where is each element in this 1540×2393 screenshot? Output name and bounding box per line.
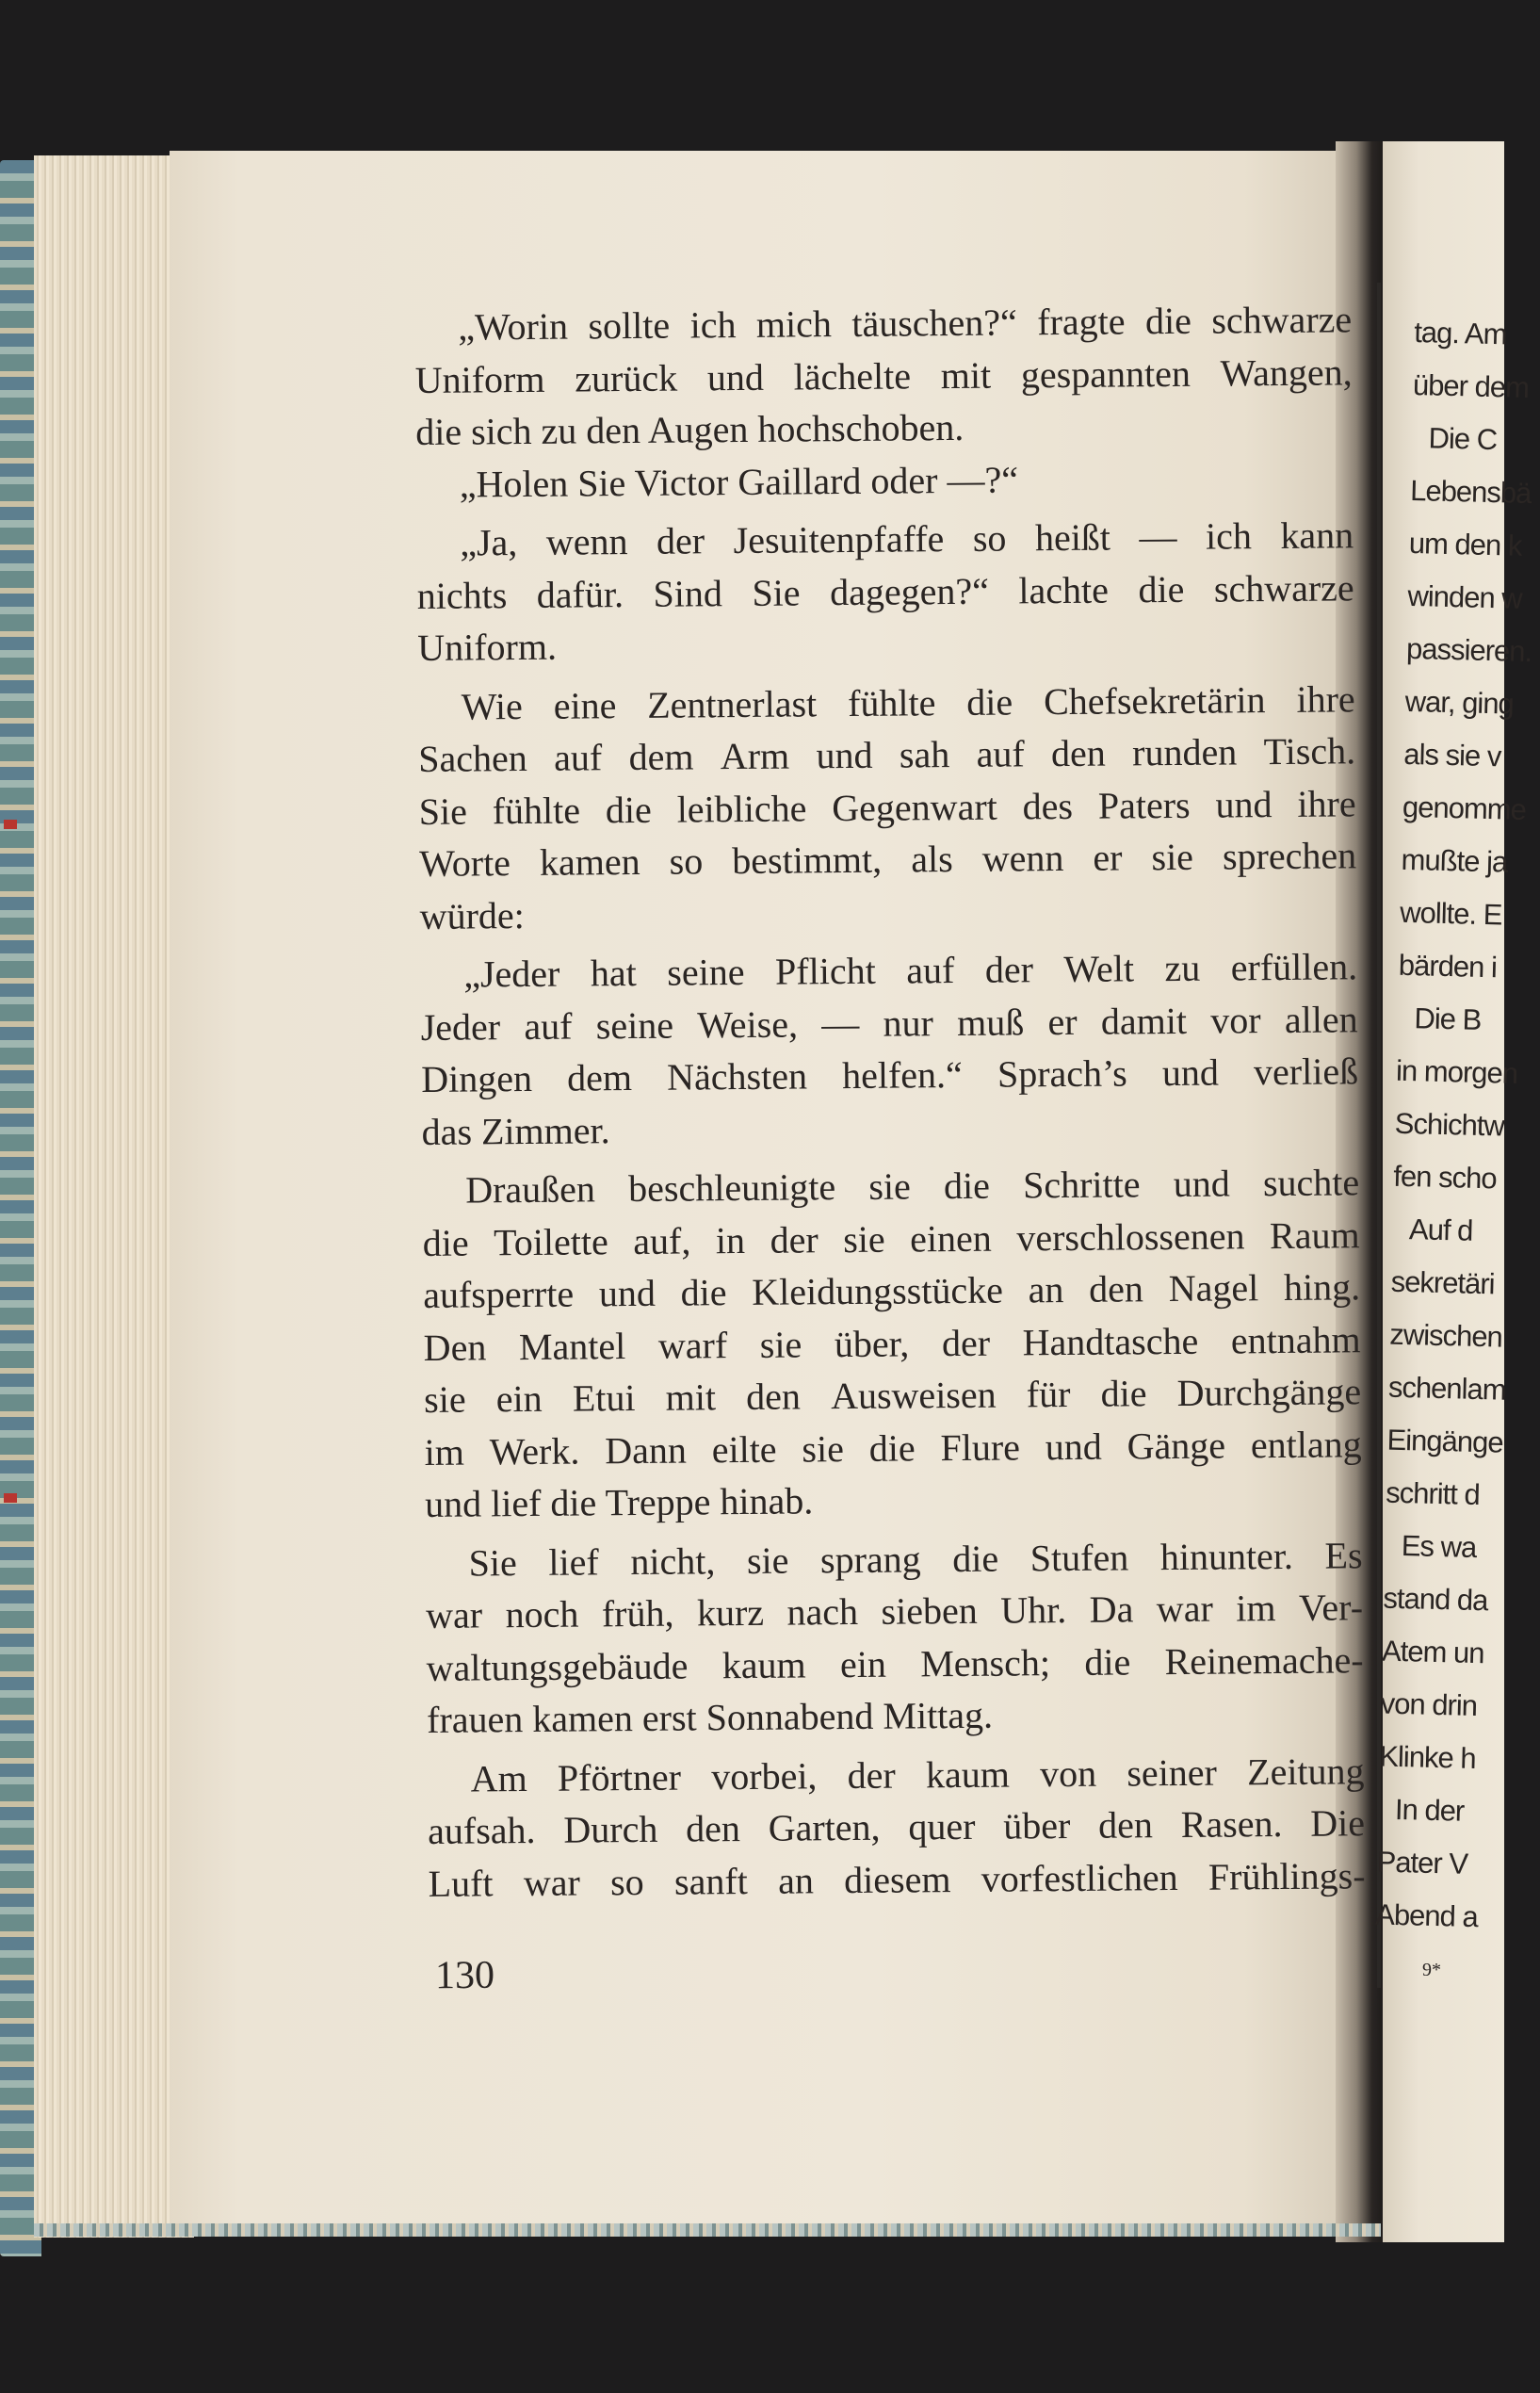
right-text-line: Schichtw xyxy=(1394,1106,1505,1143)
text-line xyxy=(422,1156,1359,1216)
word: sollte xyxy=(588,303,671,348)
right-text-line: Klinke h xyxy=(1378,1739,1477,1776)
word: kaum xyxy=(721,1642,806,1686)
word: im xyxy=(424,1430,465,1473)
word: so xyxy=(609,1860,644,1903)
word: die xyxy=(1084,1639,1131,1684)
text-line xyxy=(417,613,1354,674)
word: und xyxy=(1173,1162,1230,1206)
word: die xyxy=(952,1537,999,1580)
text-line xyxy=(424,1418,1361,1478)
word: Toilette xyxy=(493,1219,608,1263)
word: und xyxy=(1161,1050,1220,1095)
word: Schritte xyxy=(1022,1163,1141,1207)
right-text-line: Die C xyxy=(1428,421,1498,457)
word: nach xyxy=(786,1589,859,1634)
word: Werk. xyxy=(489,1429,580,1473)
word: sanft xyxy=(673,1859,748,1903)
word: „Jeder xyxy=(463,952,560,996)
word: und xyxy=(598,1271,657,1315)
line-text: Uniform. xyxy=(417,625,558,669)
word: Sind xyxy=(653,571,723,615)
word: Zentnerlast xyxy=(647,681,818,726)
word: über xyxy=(1003,1803,1071,1848)
word: Uniform xyxy=(414,357,545,401)
word: den xyxy=(745,1375,802,1418)
word: Nagel xyxy=(1168,1266,1259,1310)
text-line xyxy=(416,509,1354,569)
word: Nächsten xyxy=(666,1054,808,1099)
word: und xyxy=(1045,1424,1102,1468)
word: bestimmt, xyxy=(732,838,883,883)
word: lief xyxy=(548,1539,599,1584)
right-text-line: zwischen xyxy=(1388,1317,1503,1354)
right-text-line: fen scho xyxy=(1393,1159,1498,1196)
word: Garten, xyxy=(768,1805,881,1849)
word: Die xyxy=(1310,1801,1366,1845)
word: dem xyxy=(566,1056,633,1099)
word: Rasen. xyxy=(1180,1802,1283,1846)
line-text: würde: xyxy=(419,893,525,937)
text-line xyxy=(423,1261,1360,1321)
right-text-line: Eingänge xyxy=(1386,1423,1504,1459)
right-text-line: schritt d xyxy=(1385,1475,1481,1512)
word: kurz xyxy=(696,1590,765,1635)
word: zu xyxy=(1164,946,1201,990)
word: allen xyxy=(1284,997,1358,1041)
word: kann xyxy=(1280,513,1354,557)
word: für xyxy=(1026,1372,1071,1416)
right-text-line: Pater V xyxy=(1376,1845,1468,1880)
word: Durch xyxy=(563,1807,658,1851)
right-text-line: passieren. xyxy=(1405,631,1532,669)
text-line xyxy=(420,993,1357,1053)
word: Gegenwart xyxy=(832,785,997,829)
word: lächelte xyxy=(793,353,912,398)
right-text-line: Atem un xyxy=(1381,1634,1484,1670)
word: und xyxy=(1215,782,1273,826)
word: hing. xyxy=(1283,1265,1361,1309)
word: — xyxy=(821,1001,860,1045)
right-text-line: Es wa xyxy=(1401,1529,1477,1564)
word: dafür. xyxy=(536,572,624,616)
word: hat xyxy=(590,951,637,995)
word: als xyxy=(911,838,953,881)
right-text-line: Abend a xyxy=(1374,1897,1479,1934)
text-line xyxy=(421,1045,1358,1105)
word: die xyxy=(605,788,653,831)
word: — xyxy=(1139,514,1177,559)
word: verschlossenen xyxy=(1016,1213,1245,1259)
word: er xyxy=(1047,1000,1078,1043)
right-text-line: von drin xyxy=(1380,1686,1478,1723)
word: Da xyxy=(1089,1587,1134,1631)
word: sie xyxy=(843,1217,885,1261)
word: den xyxy=(1097,1803,1154,1847)
word: Luft xyxy=(428,1861,494,1905)
cover-marker xyxy=(4,1493,17,1503)
word: ein xyxy=(495,1376,543,1421)
right-text-line: schenlam xyxy=(1387,1370,1507,1407)
right-text-line: über dem xyxy=(1412,367,1530,404)
word: in xyxy=(715,1218,746,1262)
word: Dann xyxy=(605,1428,688,1472)
word: Flure xyxy=(940,1424,1021,1469)
word: war xyxy=(1156,1587,1213,1631)
signature-mark: 9* xyxy=(1422,1960,1441,1980)
word: warf xyxy=(657,1323,728,1367)
right-text-line: Die B xyxy=(1414,1001,1482,1036)
word: kamen xyxy=(539,839,640,884)
text-line xyxy=(428,1797,1365,1857)
word: ich xyxy=(689,303,737,347)
word: Gänge xyxy=(1127,1424,1226,1467)
text-line xyxy=(418,673,1355,733)
text-line xyxy=(425,1470,1362,1530)
text-line xyxy=(415,450,1353,511)
right-text-line: genomme xyxy=(1402,790,1527,827)
word: Am xyxy=(470,1756,527,1800)
word: täuschen?“ xyxy=(851,301,1018,345)
word: Raum xyxy=(1269,1213,1360,1257)
text-line xyxy=(421,1098,1358,1158)
word: Handtasche xyxy=(1022,1319,1199,1363)
text-line xyxy=(419,829,1356,889)
cover-marker xyxy=(4,820,17,829)
text-line xyxy=(424,1365,1361,1425)
word: sie xyxy=(1151,835,1194,879)
word: Stufen xyxy=(1029,1535,1129,1579)
word: Mensch; xyxy=(920,1640,1051,1685)
line-text: „Holen Sie Victor Gaillard oder —?“ xyxy=(459,457,1019,506)
right-text-line: In der xyxy=(1394,1792,1465,1828)
line-text: die sich zu den Augen hochschoben. xyxy=(415,405,965,453)
word: Pflicht xyxy=(774,949,876,993)
right-text-line: mußte ja xyxy=(1401,842,1508,879)
word: den xyxy=(1088,1267,1144,1310)
word: Frühlings- xyxy=(1208,1853,1366,1898)
word: Jeder xyxy=(420,1004,501,1049)
word: die xyxy=(1100,1372,1147,1415)
word: auf xyxy=(906,949,955,992)
word: fragte xyxy=(1037,300,1126,344)
right-text-line: winden w xyxy=(1407,578,1523,615)
word: schwarze xyxy=(1211,298,1353,342)
word: auf xyxy=(976,732,1025,775)
word: Den xyxy=(423,1325,487,1369)
right-text-line: um den k xyxy=(1408,526,1522,562)
right-text-line: sekretäri xyxy=(1390,1264,1495,1301)
word: kaum xyxy=(925,1752,1011,1796)
word: der xyxy=(984,948,1034,991)
word: mich xyxy=(755,302,833,346)
word: seine xyxy=(595,1003,674,1047)
word: seiner xyxy=(1127,1750,1218,1794)
text-line xyxy=(418,777,1355,838)
word: ich xyxy=(1205,514,1253,558)
word: Sie xyxy=(418,790,468,833)
word: die xyxy=(943,1164,991,1208)
word: die xyxy=(680,1271,727,1314)
word: Worte xyxy=(419,841,511,885)
word: lachte xyxy=(1018,568,1110,611)
word: vorfestlichen xyxy=(981,1855,1178,1900)
word: Chefsekretärin xyxy=(1043,677,1266,723)
word: war xyxy=(523,1861,580,1904)
word: war xyxy=(425,1593,483,1636)
right-text-line: stand da xyxy=(1383,1581,1488,1618)
word: der xyxy=(770,1217,819,1262)
word: mit xyxy=(665,1376,717,1419)
word: Tisch. xyxy=(1263,729,1356,773)
word: erfüllen. xyxy=(1230,945,1358,989)
text-line xyxy=(426,1634,1363,1694)
word: der xyxy=(847,1753,896,1797)
word: so xyxy=(669,839,704,883)
right-text-line: als sie v xyxy=(1402,737,1501,773)
right-text-line: wollte. E xyxy=(1399,895,1502,932)
word: den xyxy=(685,1807,741,1850)
word: sprang xyxy=(819,1537,921,1581)
word: die xyxy=(868,1425,916,1470)
word: und xyxy=(706,355,765,399)
text-line xyxy=(425,1529,1362,1589)
word: die xyxy=(1144,299,1192,343)
text-line xyxy=(427,1745,1364,1805)
bottom-page-edge xyxy=(34,2223,1381,2237)
word: ein xyxy=(839,1642,887,1685)
word: Weise, xyxy=(697,1001,799,1046)
word: den xyxy=(1050,731,1106,775)
word: ihre xyxy=(1297,781,1356,825)
word: Reinemache- xyxy=(1164,1637,1364,1683)
word: Paters xyxy=(1097,783,1191,827)
word: leibliche xyxy=(676,786,807,831)
text-line xyxy=(427,1685,1364,1746)
line-text: und lief die Treppe hinab. xyxy=(424,1479,814,1525)
word: Es xyxy=(1324,1533,1363,1577)
word: die xyxy=(422,1221,469,1264)
word: Wangen, xyxy=(1220,350,1353,395)
word: Uhr. xyxy=(1000,1588,1067,1632)
word: wenn xyxy=(545,520,628,563)
word: Ver- xyxy=(1298,1586,1364,1629)
word: die xyxy=(1138,567,1185,610)
word: sie xyxy=(423,1377,466,1421)
word: des xyxy=(1022,784,1074,827)
word: Arm xyxy=(720,734,790,778)
text-line xyxy=(420,940,1357,1001)
word: dagegen?“ xyxy=(829,569,990,613)
word: auf xyxy=(524,1004,573,1048)
text-line xyxy=(422,1209,1359,1269)
right-text-line: bärden i xyxy=(1398,948,1498,985)
word: helfen.“ xyxy=(841,1052,964,1098)
word: mit xyxy=(940,353,992,397)
word: über, xyxy=(834,1321,910,1365)
word: an xyxy=(1028,1268,1064,1311)
word: fühlte xyxy=(847,680,936,724)
word: entlang xyxy=(1250,1422,1362,1466)
word: die xyxy=(966,679,1013,724)
line-text: frauen kamen erst Sonnabend Mittag. xyxy=(426,1693,994,1741)
word: auf, xyxy=(633,1218,691,1262)
word: Pförtner xyxy=(557,1755,682,1799)
word: Durchgänge xyxy=(1176,1370,1362,1414)
word: quer xyxy=(908,1804,976,1848)
text-line xyxy=(415,398,1353,458)
word: sieben xyxy=(881,1588,978,1633)
text-line xyxy=(418,724,1355,785)
right-text-line: in morgen xyxy=(1395,1053,1518,1090)
page-number: 130 xyxy=(434,1953,495,1998)
left-page-text xyxy=(414,293,1366,1910)
text-line xyxy=(416,562,1354,622)
word: sie xyxy=(868,1164,911,1208)
word: verließ xyxy=(1253,1050,1359,1094)
word: er xyxy=(1093,836,1123,879)
word: ihre xyxy=(1296,676,1355,721)
word: zurück xyxy=(575,356,678,400)
word: aufsperrte xyxy=(423,1272,575,1316)
text-line xyxy=(414,293,1352,353)
right-text-line: Lebensbä xyxy=(1409,473,1532,511)
word: eilte xyxy=(711,1427,777,1471)
word: Ausweisen xyxy=(830,1373,997,1418)
word: der xyxy=(656,519,705,562)
word: schwarze xyxy=(1213,565,1354,610)
word: beschleunigte xyxy=(627,1165,836,1211)
text-line xyxy=(414,346,1352,406)
word: vorbei, xyxy=(711,1753,818,1798)
line-text: das Zimmer. xyxy=(421,1108,610,1153)
word: „Ja, xyxy=(460,521,518,564)
text-line xyxy=(419,882,1356,942)
word: nicht, xyxy=(630,1538,716,1583)
word: an xyxy=(777,1858,815,1902)
word: sah xyxy=(899,733,950,776)
text-line xyxy=(428,1849,1365,1910)
word: vor xyxy=(1210,998,1261,1042)
word: Sie xyxy=(752,570,801,614)
word: Draußen xyxy=(465,1167,596,1212)
word: Sprach’s xyxy=(997,1051,1127,1096)
word: muß xyxy=(956,1000,1025,1044)
word: noch xyxy=(505,1592,579,1636)
word: von xyxy=(1039,1751,1097,1795)
word: Sachen xyxy=(418,736,527,780)
word: auf xyxy=(553,736,603,779)
word: aufsah. xyxy=(427,1808,536,1852)
word: im xyxy=(1236,1587,1276,1630)
word: Dingen xyxy=(421,1056,533,1100)
word: gespannten xyxy=(1020,351,1191,396)
word: eine xyxy=(553,683,617,727)
word: sie xyxy=(802,1426,845,1470)
word: waltungsgebäude xyxy=(426,1644,689,1689)
word: nichts xyxy=(416,573,508,617)
word: Welt xyxy=(1063,947,1135,991)
word: Zeitung xyxy=(1246,1749,1365,1793)
word: Jesuitenpfaffe xyxy=(733,517,945,562)
word: sie xyxy=(746,1538,789,1582)
text-line xyxy=(426,1581,1363,1641)
word: Sie xyxy=(468,1540,518,1585)
right-text-line: tag. Am xyxy=(1413,315,1507,351)
word: fühlte xyxy=(492,788,581,832)
word: damit xyxy=(1100,999,1188,1043)
word: Wie xyxy=(461,684,523,728)
word: nur xyxy=(883,1001,934,1045)
word: Etui xyxy=(572,1376,636,1420)
text-line xyxy=(423,1313,1360,1374)
word: Kleidungsstücke xyxy=(752,1268,1004,1313)
word: so xyxy=(972,516,1007,560)
word: hinunter. xyxy=(1159,1534,1294,1578)
word: Mantel xyxy=(518,1324,626,1368)
word: wenn xyxy=(981,837,1064,880)
word: „Worin xyxy=(458,304,569,349)
word: runden xyxy=(1131,730,1238,774)
word: sie xyxy=(759,1322,802,1366)
word: sprechen xyxy=(1222,834,1357,878)
right-text-line: war, ging xyxy=(1404,684,1515,721)
word: suchte xyxy=(1262,1161,1360,1205)
word: heißt xyxy=(1034,515,1111,560)
word: und xyxy=(816,733,873,777)
right-text-line: Auf d xyxy=(1408,1213,1473,1247)
word: diesem xyxy=(843,1857,951,1901)
word: der xyxy=(941,1321,991,1364)
word: entnahm xyxy=(1230,1317,1361,1361)
word: einen xyxy=(909,1216,993,1260)
word: früh, xyxy=(601,1591,674,1636)
word: dem xyxy=(628,735,694,779)
word: seine xyxy=(667,950,745,994)
